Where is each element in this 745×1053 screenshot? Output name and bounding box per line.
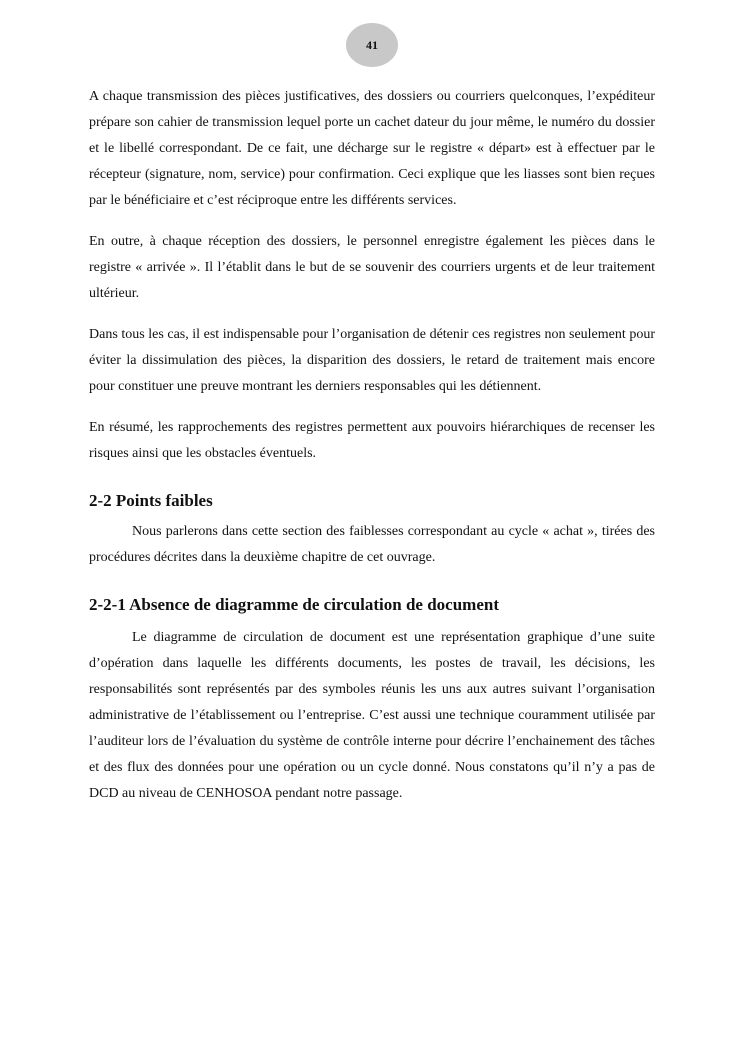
paragraph-registres: Dans tous les cas, il est indispensable pour l’organisation de détenir ces registres non seulement pour éviter la dissimulation des pièces, la disparition des dossiers, le retard de traitement mais encore pour constituer une preuve montrant les derniers responsables qui les détiennent.: [89, 327, 655, 394]
subsection-heading-absence-dcd: 2-2-1 Absence de diagramme de circulation de document: [89, 595, 500, 614]
paragraph-resume: En résumé, les rapprochements des registres permettent aux pouvoirs hiérarchiques de recenser les risques ainsi que les obstacles éventuels.: [89, 420, 655, 461]
paragraph-points-faibles-intro: Nous parlerons dans cette section des faiblesses correspondant au cycle « achat », tirées des procédures décrites dans la deuxième chapitre de cet ouvrage.: [89, 524, 655, 565]
page-number: 41: [346, 23, 398, 67]
paragraph-dcd-definition: Le diagramme de circulation de document est une représentation graphique d’une suite d’opération dans laquelle les différents documents, les postes de travail, les décisions, les responsabilités sont représentés par des symboles réunis les uns aux autres suivant l’organisation administrative de l’établissement ou l’entreprise. C’est aussi une technique couramment utilisée par l’auditeur lors de l’évaluation du système de contrôle interne pour décrire l’enchainement des tâches et des flux des données pour une opération ou un cycle donné. Nous constatons qu’il n’y a pas de DCD au niveau de CENHOSOA pendant notre passage.: [89, 630, 655, 801]
document-body: [89, 84, 655, 822]
paragraph-transmission: A chaque transmission des pièces justificatives, des dossiers ou courriers quelconques, l’expéditeur prépare son cahier de transmission lequel porte un cachet dateur du jour même, le numéro du dossier et le libellé correspondant. De ce fait, une décharge sur le registre « départ» est à effectuer par le récepteur (signature, nom, service) pour confirmation. Ceci explique que les liasses sont bien reçues par le bénéficiaire et c’est réciproque entre les différents services.: [89, 89, 655, 208]
paragraph-arrivee: En outre, à chaque réception des dossiers, le personnel enregistre également les pièces dans le registre « arrivée ». Il l’établit dans le but de se souvenir des courriers urgents et de leur traitement ultérieur.: [89, 234, 655, 301]
section-heading-points-faibles: 2-2 Points faibles: [89, 491, 213, 510]
